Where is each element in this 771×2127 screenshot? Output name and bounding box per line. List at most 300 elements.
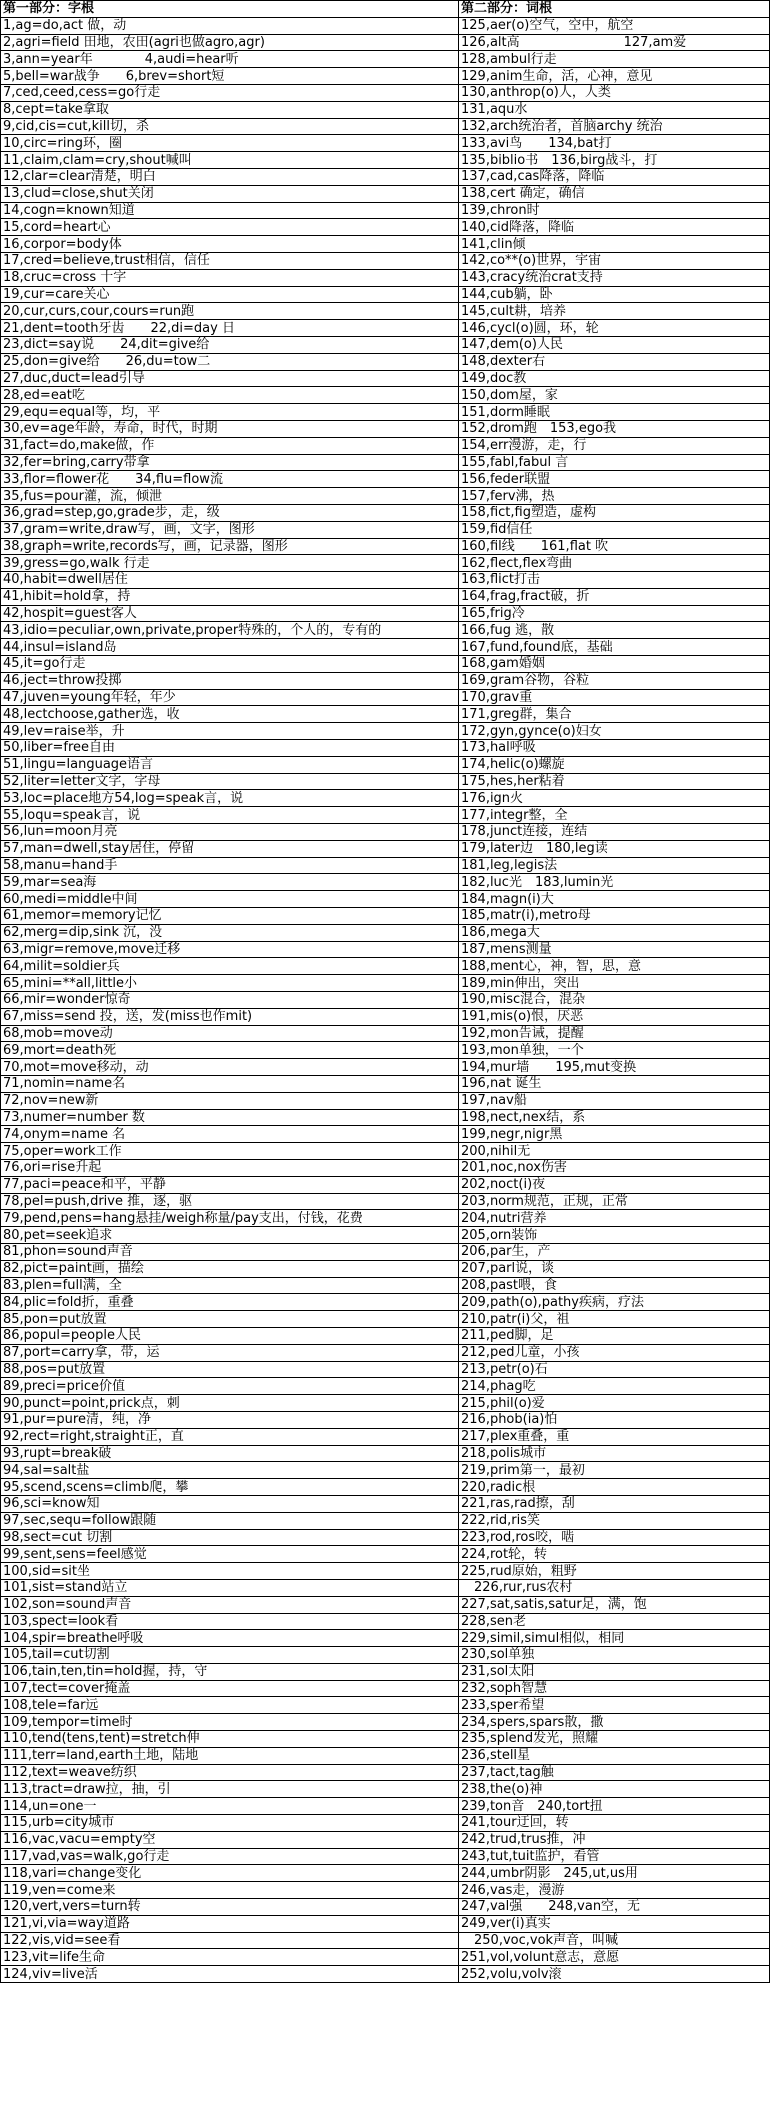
root-cell-part-one: 82,pict=paint画，描绘 <box>1 1260 459 1277</box>
table-row <box>1 874 770 891</box>
table-row <box>1 1714 770 1731</box>
table-row <box>1 471 770 488</box>
root-cell-part-two: 165,frig冷 <box>459 605 770 622</box>
root-cell-part-one: 15,cord=heart心 <box>1 219 459 236</box>
table-row <box>1 1495 770 1512</box>
table-row <box>1 1277 770 1294</box>
root-cell-part-two: 164,frag,fract破，折 <box>459 588 770 605</box>
table-row <box>1 924 770 941</box>
root-cell-part-two: 182,luc光 183,lumin光 <box>459 874 770 891</box>
root-cell-part-one: 28,ed=eat吃 <box>1 387 459 404</box>
root-cell-part-one: 48,lectchoose,gather选，收 <box>1 706 459 723</box>
root-cell-part-two: 139,chron时 <box>459 202 770 219</box>
root-cell-part-two: 242,trud,trus推，冲 <box>459 1831 770 1848</box>
root-cell-part-two: 196,nat 诞生 <box>459 1076 770 1093</box>
table-row <box>1 958 770 975</box>
root-cell-part-two: 222,rid,ris笑 <box>459 1512 770 1529</box>
table-row <box>1 555 770 572</box>
table-row <box>1 1076 770 1093</box>
root-cell-part-one: 42,hospit=guest客人 <box>1 605 459 622</box>
root-cell-part-one: 104,spir=breathe呼吸 <box>1 1630 459 1647</box>
root-cell-part-two: 146,cycl(o)圆，环，轮 <box>459 320 770 337</box>
root-cell-part-two: 237,tact,tag触 <box>459 1764 770 1781</box>
root-cell-part-one: 77,paci=peace和平，平静 <box>1 1176 459 1193</box>
table-row <box>1 1092 770 1109</box>
table-row <box>1 504 770 521</box>
root-cell-part-one: 115,urb=city城市 <box>1 1815 459 1832</box>
root-cell-part-two: 233,sper希望 <box>459 1697 770 1714</box>
root-cell-part-two: 130,anthrop(o)人，人类 <box>459 84 770 101</box>
table-row <box>1 1327 770 1344</box>
table-row <box>1 1882 770 1899</box>
root-cell-part-one: 32,fer=bring,carry带拿 <box>1 454 459 471</box>
root-cell-part-two: 203,norm规范，正规，正常 <box>459 1193 770 1210</box>
root-cell-part-two: 175,hes,her粘着 <box>459 773 770 790</box>
root-cell-part-two: 154,err漫游，走，行 <box>459 437 770 454</box>
root-cell-part-one: 63,migr=remove,move迁移 <box>1 941 459 958</box>
root-cell-part-one: 72,nov=new新 <box>1 1092 459 1109</box>
table-row <box>1 252 770 269</box>
table-row <box>1 1193 770 1210</box>
table-row <box>1 622 770 639</box>
root-cell-part-one: 101,sist=stand站立 <box>1 1579 459 1596</box>
root-cell-part-one: 5,bell=war战争 6,brev=short短 <box>1 68 459 85</box>
root-cell-part-one: 106,tain,ten,tin=hold握，持，守 <box>1 1663 459 1680</box>
root-cell-part-one: 40,habit=dwell居住 <box>1 572 459 589</box>
table-row <box>1 605 770 622</box>
header-part-two: 第二部分：词根 <box>459 1 770 18</box>
root-cell-part-two: 225,rud原始，粗野 <box>459 1563 770 1580</box>
table-row <box>1 773 770 790</box>
root-cell-part-one: 87,port=carry拿，带，运 <box>1 1344 459 1361</box>
root-cell-part-one: 27,duc,duct=lead引导 <box>1 370 459 387</box>
root-cell-part-one: 44,insul=island岛 <box>1 639 459 656</box>
root-cell-part-one: 102,son=sound声音 <box>1 1596 459 1613</box>
root-cell-part-one: 23,dict=say说 24,dit=give给 <box>1 336 459 353</box>
table-row <box>1 1176 770 1193</box>
root-cell-part-one: 2,agri=field 田地，农田(agri也做agro,agr) <box>1 34 459 51</box>
table-row <box>1 1344 770 1361</box>
root-cell-part-one: 43,idio=peculiar,own,private,proper特殊的，个人的，专有的 <box>1 622 459 639</box>
table-row <box>1 1747 770 1764</box>
table-row <box>1 236 770 253</box>
root-cell-part-two: 129,anim生命，活，心神，意见 <box>459 68 770 85</box>
table-row <box>1 857 770 874</box>
root-cell-part-two: 155,fabl,fabul 言 <box>459 454 770 471</box>
root-cell-part-one: 38,graph=write,records写，画，记录器，图形 <box>1 538 459 555</box>
root-cell-part-one: 70,mot=move移动，动 <box>1 1059 459 1076</box>
table-row <box>1 1479 770 1496</box>
root-cell-part-two: 186,mega大 <box>459 924 770 941</box>
table-body <box>1 17 770 1982</box>
root-cell-part-one: 31,fact=do,make做，作 <box>1 437 459 454</box>
root-cell-part-one: 78,pel=push,drive 推，逐，驱 <box>1 1193 459 1210</box>
table-row <box>1 1243 770 1260</box>
table-row <box>1 353 770 370</box>
root-cell-part-one: 9,cid,cis=cut,kill切，杀 <box>1 118 459 135</box>
root-cell-part-two: 141,clin倾 <box>459 236 770 253</box>
root-cell-part-one: 71,nomin=name名 <box>1 1076 459 1093</box>
root-cell-part-two: 156,feder联盟 <box>459 471 770 488</box>
root-cell-part-one: 39,gress=go,walk 行走 <box>1 555 459 572</box>
table-row <box>1 1025 770 1042</box>
root-cell-part-one: 67,miss=send 投，送，发(miss也作mit) <box>1 1008 459 1025</box>
root-cell-part-two: 214,phag吃 <box>459 1378 770 1395</box>
root-cell-part-one: 51,lingu=language语言 <box>1 756 459 773</box>
root-cell-part-one: 117,vad,vas=walk,go行走 <box>1 1848 459 1865</box>
root-cell-part-one: 57,man=dwell,stay居住，停留 <box>1 840 459 857</box>
root-cell-part-one: 45,it=go行走 <box>1 656 459 673</box>
table-row <box>1 1949 770 1966</box>
root-cell-part-two: 185,matr(i),metro母 <box>459 908 770 925</box>
root-cell-part-one: 76,ori=rise升起 <box>1 1159 459 1176</box>
root-cell-part-two: 132,arch统治者，首脑archy 统治 <box>459 118 770 135</box>
root-cell-part-two: 235,splend发光，照耀 <box>459 1731 770 1748</box>
table-row <box>1 168 770 185</box>
root-cell-part-one: 84,plic=fold折，重叠 <box>1 1294 459 1311</box>
table-row <box>1 1579 770 1596</box>
table-row <box>1 891 770 908</box>
table-row <box>1 1781 770 1798</box>
root-cell-part-two: 189,min伸出，突出 <box>459 975 770 992</box>
root-cell-part-two: 149,doc教 <box>459 370 770 387</box>
root-cell-part-two: 187,mens测量 <box>459 941 770 958</box>
root-cell-part-two: 128,ambul行走 <box>459 51 770 68</box>
root-cell-part-two: 244,umbr阴影 245,ut,us用 <box>459 1865 770 1882</box>
table-row <box>1 118 770 135</box>
root-cell-part-one: 7,ced,ceed,cess=go行走 <box>1 84 459 101</box>
root-cell-part-two: 193,mon单独，一个 <box>459 1042 770 1059</box>
root-cell-part-two: 173,hal呼吸 <box>459 740 770 757</box>
table-row <box>1 672 770 689</box>
root-cell-part-two: 201,noc,nox伤害 <box>459 1159 770 1176</box>
root-cell-part-one: 65,mini=**all,little小 <box>1 975 459 992</box>
root-cell-part-two: 188,ment心，神，智，思，意 <box>459 958 770 975</box>
root-cell-part-one: 97,sec,sequ=follow跟随 <box>1 1512 459 1529</box>
root-cell-part-one: 89,preci=price价值 <box>1 1378 459 1395</box>
root-cell-part-two: 243,tut,tuit监护，看管 <box>459 1848 770 1865</box>
table-row <box>1 17 770 34</box>
table-row <box>1 1361 770 1378</box>
table-row <box>1 68 770 85</box>
table-row <box>1 639 770 656</box>
root-cell-part-one: 91,pur=pure清，纯，净 <box>1 1411 459 1428</box>
table-row <box>1 992 770 1009</box>
root-cell-part-two: 135,biblio书 136,birg战斗，打 <box>459 152 770 169</box>
root-cell-part-one: 99,sent,sens=feel感觉 <box>1 1546 459 1563</box>
root-cell-part-one: 19,cur=care关心 <box>1 286 459 303</box>
root-cell-part-one: 110,tend(tens,tent)=stretch伸 <box>1 1731 459 1748</box>
root-cell-part-one: 75,oper=work工作 <box>1 1143 459 1160</box>
table-row <box>1 1647 770 1664</box>
root-cell-part-two: 194,mur墙 195,mut变换 <box>459 1059 770 1076</box>
root-cell-part-two: 133,avi鸟 134,bat打 <box>459 135 770 152</box>
root-cell-part-one: 33,flor=flower花 34,flu=flow流 <box>1 471 459 488</box>
root-cell-part-two: 177,integr整，全 <box>459 807 770 824</box>
table-row <box>1 1143 770 1160</box>
table-row <box>1 706 770 723</box>
table-row <box>1 336 770 353</box>
root-cell-part-two: 162,flect,flex弯曲 <box>459 555 770 572</box>
root-cell-part-two: 209,path(o),pathy疾病，疗法 <box>459 1294 770 1311</box>
root-cell-part-two: 250,voc,vok声音，叫喊 <box>459 1932 770 1949</box>
root-cell-part-one: 100,sid=sit坐 <box>1 1563 459 1580</box>
root-cell-part-one: 123,vit=life生命 <box>1 1949 459 1966</box>
table-row <box>1 1731 770 1748</box>
root-cell-part-two: 232,soph智慧 <box>459 1680 770 1697</box>
root-cell-part-two: 249,ver(i)真实 <box>459 1915 770 1932</box>
root-cell-part-two: 224,rot轮，转 <box>459 1546 770 1563</box>
root-cell-part-two: 218,polis城市 <box>459 1445 770 1462</box>
root-cell-part-one: 58,manu=hand手 <box>1 857 459 874</box>
table-row <box>1 1210 770 1227</box>
root-cell-part-two: 172,gyn,gynce(o)妇女 <box>459 723 770 740</box>
root-cell-part-one: 64,milit=soldier兵 <box>1 958 459 975</box>
root-cell-part-one: 85,pon=put放置 <box>1 1311 459 1328</box>
root-cell-part-one: 37,gram=write,draw写，画，文字，图形 <box>1 521 459 538</box>
root-cell-part-one: 93,rupt=break破 <box>1 1445 459 1462</box>
root-cell-part-one: 92,rect=right,straight正，直 <box>1 1428 459 1445</box>
table-row <box>1 1899 770 1916</box>
table-row <box>1 1663 770 1680</box>
root-cell-part-one: 12,clar=clear清楚，明白 <box>1 168 459 185</box>
table-row <box>1 1260 770 1277</box>
root-cell-part-one: 113,tract=draw拉，抽，引 <box>1 1781 459 1798</box>
root-cell-part-two: 166,fug 逃，散 <box>459 622 770 639</box>
root-cell-part-one: 20,cur,curs,cour,cours=run跑 <box>1 303 459 320</box>
root-cell-part-two: 148,dexter右 <box>459 353 770 370</box>
table-row <box>1 1815 770 1832</box>
table-row <box>1 1966 770 1983</box>
root-cell-part-one: 94,sal=salt盐 <box>1 1462 459 1479</box>
table-row <box>1 1798 770 1815</box>
root-cell-part-one: 116,vac,vacu=empty空 <box>1 1831 459 1848</box>
root-cell-part-one: 62,merg=dip,sink 沉，没 <box>1 924 459 941</box>
root-cell-part-two: 159,fid信任 <box>459 521 770 538</box>
root-cell-part-two: 228,sen老 <box>459 1613 770 1630</box>
root-cell-part-two: 158,fict,fig塑造，虚构 <box>459 504 770 521</box>
root-cell-part-one: 107,tect=cover掩盖 <box>1 1680 459 1697</box>
table-row <box>1 723 770 740</box>
root-cell-part-two: 137,cad,cas降落，降临 <box>459 168 770 185</box>
root-cell-part-two: 227,sat,satis,satur足，满，饱 <box>459 1596 770 1613</box>
table-row <box>1 1159 770 1176</box>
table-row <box>1 740 770 757</box>
table-row <box>1 941 770 958</box>
root-cell-part-two: 210,patr(i)父，祖 <box>459 1311 770 1328</box>
root-cell-part-one: 122,vis,vid=see看 <box>1 1932 459 1949</box>
root-cell-part-one: 30,ev=age年龄，寿命，时代，时期 <box>1 420 459 437</box>
root-cell-part-one: 3,ann=year年 4,audi=hear听 <box>1 51 459 68</box>
root-cell-part-two: 200,nihil无 <box>459 1143 770 1160</box>
root-cell-part-one: 88,pos=put放置 <box>1 1361 459 1378</box>
table-row <box>1 1126 770 1143</box>
root-cell-part-two: 176,ign火 <box>459 790 770 807</box>
root-cell-part-two: 197,nav船 <box>459 1092 770 1109</box>
root-cell-part-two: 211,ped脚，足 <box>459 1327 770 1344</box>
table-row <box>1 1915 770 1932</box>
root-cell-part-one: 111,terr=land,earth土地，陆地 <box>1 1747 459 1764</box>
root-cell-part-two: 223,rod,ros咬，啮 <box>459 1529 770 1546</box>
root-cell-part-one: 8,cept=take拿取 <box>1 101 459 118</box>
table-row <box>1 1059 770 1076</box>
root-cell-part-two: 251,vol,volunt意志，意愿 <box>459 1949 770 1966</box>
root-cell-part-two: 170,grav重 <box>459 689 770 706</box>
table-row <box>1 1697 770 1714</box>
root-cell-part-two: 131,aqu水 <box>459 101 770 118</box>
table-row <box>1 840 770 857</box>
root-cell-part-one: 17,cred=believe,trust相信，信任 <box>1 252 459 269</box>
table-row <box>1 588 770 605</box>
table-row <box>1 488 770 505</box>
table-row <box>1 1008 770 1025</box>
header-row <box>1 1 770 18</box>
table-row <box>1 538 770 555</box>
root-cell-part-one: 119,ven=come来 <box>1 1882 459 1899</box>
table-row <box>1 1395 770 1412</box>
root-cell-part-two: 202,noct(i)夜 <box>459 1176 770 1193</box>
root-cell-part-one: 16,corpor=body体 <box>1 236 459 253</box>
table-row <box>1 1563 770 1580</box>
root-cell-part-two: 236,stell星 <box>459 1747 770 1764</box>
root-cell-part-two: 169,gram谷物，谷粒 <box>459 672 770 689</box>
root-cell-part-two: 174,helic(o)螺旋 <box>459 756 770 773</box>
root-cell-part-one: 35,fus=pour灌，流，倾泄 <box>1 488 459 505</box>
root-cell-part-two: 191,mis(o)恨，厌恶 <box>459 1008 770 1025</box>
root-cell-part-two: 160,fil线 161,flat 吹 <box>459 538 770 555</box>
root-cell-part-two: 205,orn装饰 <box>459 1227 770 1244</box>
root-cell-part-one: 95,scend,scens=climb爬，攀 <box>1 1479 459 1496</box>
root-cell-part-two: 140,cid降落，降临 <box>459 219 770 236</box>
root-cell-part-two: 178,junct连接，连结 <box>459 824 770 841</box>
root-cell-part-two: 238,the(o)神 <box>459 1781 770 1798</box>
root-cell-part-one: 108,tele=far远 <box>1 1697 459 1714</box>
table-row <box>1 152 770 169</box>
root-cell-part-two: 216,phob(ia)怕 <box>459 1411 770 1428</box>
table-row <box>1 387 770 404</box>
root-cell-part-one: 105,tail=cut切割 <box>1 1647 459 1664</box>
root-cell-part-one: 49,lev=raise举，升 <box>1 723 459 740</box>
root-cell-part-one: 36,grad=step,go,grade步，走，级 <box>1 504 459 521</box>
table-row <box>1 807 770 824</box>
root-cell-part-one: 52,liter=letter文字，字母 <box>1 773 459 790</box>
root-cell-part-two: 167,fund,found底，基础 <box>459 639 770 656</box>
root-cell-part-two: 217,plex重叠，重 <box>459 1428 770 1445</box>
root-cell-part-one: 59,mar=sea海 <box>1 874 459 891</box>
table-row <box>1 303 770 320</box>
root-cell-part-one: 66,mir=wonder惊奇 <box>1 992 459 1009</box>
root-cell-part-two: 198,nect,nex结，系 <box>459 1109 770 1126</box>
root-cell-part-one: 74,onym=name 名 <box>1 1126 459 1143</box>
root-cell-part-one: 73,numer=number 数 <box>1 1109 459 1126</box>
root-cell-part-two: 239,ton音 240,tort扭 <box>459 1798 770 1815</box>
table-row <box>1 656 770 673</box>
table-row <box>1 370 770 387</box>
root-cell-part-one: 60,medi=middle中间 <box>1 891 459 908</box>
root-cell-part-one: 13,clud=close,shut关闭 <box>1 185 459 202</box>
table-row <box>1 1109 770 1126</box>
table-row <box>1 1546 770 1563</box>
table-row <box>1 404 770 421</box>
root-cell-part-two: 221,ras,rad擦，刮 <box>459 1495 770 1512</box>
root-cell-part-one: 56,lun=moon月亮 <box>1 824 459 841</box>
table-row <box>1 1848 770 1865</box>
root-cell-part-one: 81,phon=sound声音 <box>1 1243 459 1260</box>
root-cell-part-one: 79,pend,pens=hang悬挂/weigh称量/pay支出，付钱，花费 <box>1 1210 459 1227</box>
table-row <box>1 1680 770 1697</box>
root-cell-part-two: 220,radic根 <box>459 1479 770 1496</box>
table-row <box>1 1227 770 1244</box>
table-row <box>1 1378 770 1395</box>
table-row <box>1 1411 770 1428</box>
table-row <box>1 84 770 101</box>
root-cell-part-one: 114,un=one一 <box>1 1798 459 1815</box>
root-cell-part-two: 171,greg群，集合 <box>459 706 770 723</box>
root-cell-part-one: 61,memor=memory记忆 <box>1 908 459 925</box>
root-cell-part-one: 86,popul=people人民 <box>1 1327 459 1344</box>
root-cell-part-two: 192,mon告诫，提醒 <box>459 1025 770 1042</box>
root-cell-part-two: 138,cert 确定，确信 <box>459 185 770 202</box>
table-row <box>1 185 770 202</box>
table-row <box>1 454 770 471</box>
table-row <box>1 1294 770 1311</box>
table-row <box>1 101 770 118</box>
root-cell-part-two: 142,co**(o)世界，宇宙 <box>459 252 770 269</box>
root-cell-part-one: 1,ag=do,act 做，动 <box>1 17 459 34</box>
root-cell-part-two: 199,negr,nigr黑 <box>459 1126 770 1143</box>
root-cell-part-two: 241,tour迂回，转 <box>459 1815 770 1832</box>
root-cell-part-one: 14,cogn=known知道 <box>1 202 459 219</box>
root-cell-part-two: 150,dom屋，家 <box>459 387 770 404</box>
table-row <box>1 1512 770 1529</box>
table-row <box>1 1042 770 1059</box>
table-row <box>1 202 770 219</box>
root-cell-part-two: 144,cub躺，卧 <box>459 286 770 303</box>
root-cell-part-one: 98,sect=cut 切割 <box>1 1529 459 1546</box>
root-cell-part-two: 181,leg,legis法 <box>459 857 770 874</box>
root-cell-part-one: 10,circ=ring环，圈 <box>1 135 459 152</box>
table-row <box>1 1462 770 1479</box>
table-row <box>1 572 770 589</box>
root-cell-part-two: 208,past喂，食 <box>459 1277 770 1294</box>
root-cell-part-one: 69,mort=death死 <box>1 1042 459 1059</box>
table-row <box>1 1831 770 1848</box>
root-cell-part-two: 247,val强 248,van空，无 <box>459 1899 770 1916</box>
root-cell-part-two: 230,sol单独 <box>459 1647 770 1664</box>
table-row <box>1 1596 770 1613</box>
table-row <box>1 689 770 706</box>
root-cell-part-two: 229,simil,simul相似，相同 <box>459 1630 770 1647</box>
root-cell-part-one: 90,punct=point,prick点，刺 <box>1 1395 459 1412</box>
table-row <box>1 790 770 807</box>
table-row <box>1 521 770 538</box>
root-cell-part-two: 212,ped儿童，小孩 <box>459 1344 770 1361</box>
root-cell-part-two: 126,alt高 127,am爱 <box>459 34 770 51</box>
table-row <box>1 1529 770 1546</box>
root-cell-part-two: 168,gam婚姻 <box>459 656 770 673</box>
root-cell-part-one: 11,claim,clam=cry,shout喊叫 <box>1 152 459 169</box>
table-row <box>1 1613 770 1630</box>
table-row <box>1 824 770 841</box>
root-cell-part-two: 125,aer(o)空气，空中，航空 <box>459 17 770 34</box>
table-row <box>1 420 770 437</box>
root-cell-part-two: 184,magn(i)大 <box>459 891 770 908</box>
root-cell-part-one: 80,pet=seek追求 <box>1 1227 459 1244</box>
root-cell-part-two: 231,sol太阳 <box>459 1663 770 1680</box>
table-row <box>1 975 770 992</box>
table-row <box>1 51 770 68</box>
root-cell-part-two: 215,phil(o)爱 <box>459 1395 770 1412</box>
